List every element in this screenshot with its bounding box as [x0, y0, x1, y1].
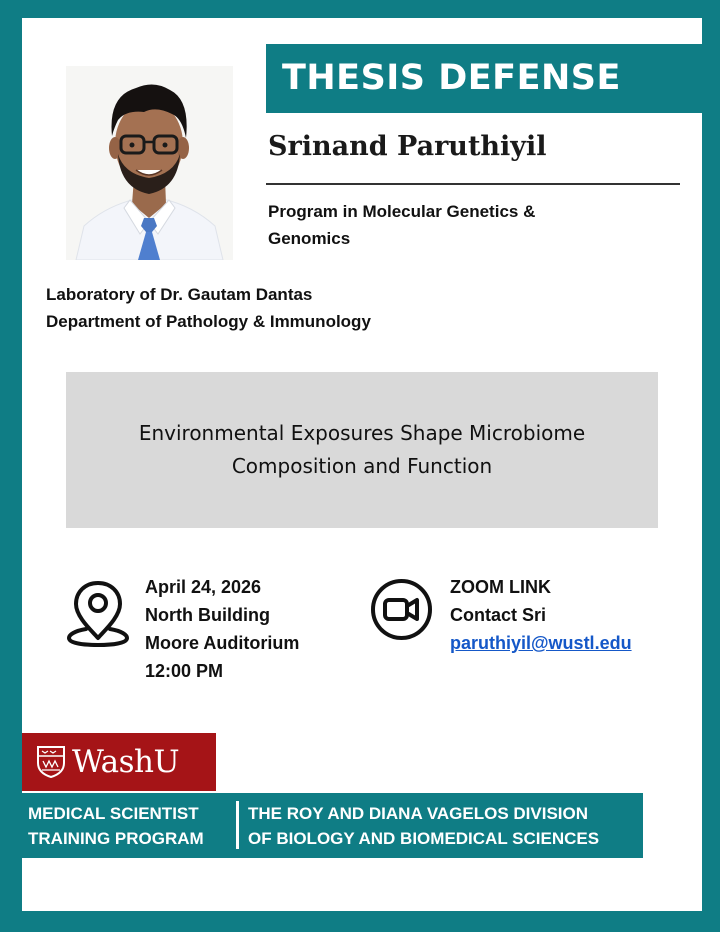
program-line-1: Program in Molecular Genetics & [268, 202, 536, 221]
washu-logo [22, 733, 216, 791]
event-date: April 24, 2026 [145, 577, 262, 597]
flyer [22, 18, 702, 911]
video-camera-icon [370, 578, 433, 641]
program-footer [22, 793, 643, 858]
dbbs-label [248, 801, 599, 851]
event-details [145, 573, 299, 685]
thesis-defense-banner: THESIS DEFENSE [266, 44, 702, 113]
program-name [268, 198, 648, 252]
zoom-contact: Contact Sri [450, 605, 547, 625]
mstp-line-1: MEDICAL SCIENTIST [28, 804, 199, 823]
presenter-name: Srinand Paruthiyil [268, 131, 547, 162]
event-time: 12:00 PM [145, 661, 224, 681]
lab-line-1: Laboratory of Dr. Gautam Dantas [46, 285, 313, 304]
presenter-photo [66, 66, 233, 260]
washu-wordmark: WashU [72, 744, 180, 780]
dbbs-line-1: THE ROY AND DIANA VAGELOS DIVISION [248, 804, 589, 823]
name-divider [266, 183, 680, 185]
talk-title-line-1: Environmental Exposures Shape Microbiome [138, 421, 586, 445]
mstp-label [28, 801, 204, 851]
zoom-link-label: ZOOM LINK [450, 577, 551, 597]
laboratory-info [46, 281, 371, 335]
event-building: North Building [145, 605, 270, 625]
lab-line-2: Department of Pathology & Immunology [46, 312, 371, 331]
location-pin-icon [66, 579, 130, 647]
program-line-2: Genomics [268, 229, 351, 248]
washu-shield-icon [36, 745, 66, 779]
footer-divider [236, 801, 239, 849]
talk-title-box [66, 372, 658, 528]
talk-title-line-2: Composition and Function [231, 454, 493, 478]
mstp-line-2: TRAINING PROGRAM [28, 829, 204, 848]
event-room: Moore Auditorium [145, 633, 300, 653]
contact-email-link[interactable]: paruthiyil@wustl.edu [450, 633, 632, 653]
zoom-details [450, 573, 632, 657]
talk-title [92, 417, 632, 483]
dbbs-line-2: OF BIOLOGY AND BIOMEDICAL SCIENCES [248, 829, 600, 848]
